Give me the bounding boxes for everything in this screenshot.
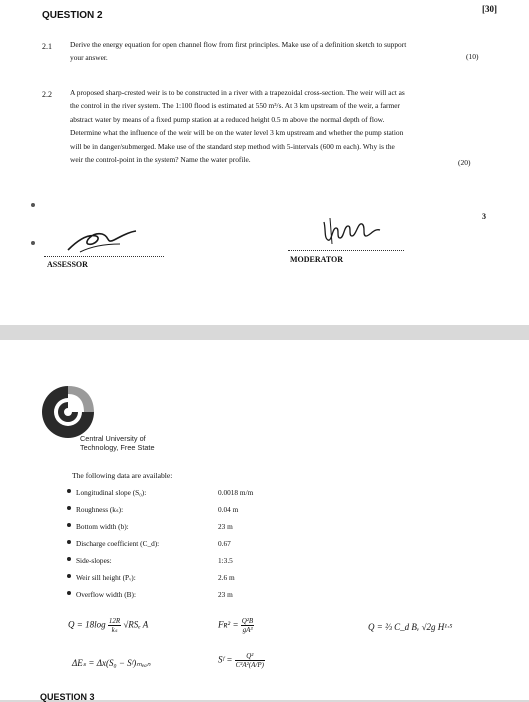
- q22-line: the control in the river system. The 1:100 flood is estimated at 550 m³/s. At 3 km upstream of the weir, a farmer: [70, 101, 400, 111]
- eq-text: √RSₑ A: [123, 619, 149, 630]
- q21-line: your answer.: [70, 53, 108, 63]
- next-question-heading: QUESTION 3: [40, 692, 95, 702]
- q21-marks: (10): [466, 52, 479, 61]
- equation-froude: [218, 617, 254, 634]
- page-number: 3: [482, 212, 486, 221]
- data-item: [76, 573, 296, 582]
- q21-number: 2.1: [42, 42, 52, 51]
- data-label: Bottom width (b):: [76, 522, 129, 531]
- q21-line: Derive the energy equation for open channel flow from first principles. Make use of a definition sketch to support: [70, 40, 407, 49]
- eq-text: Sᶠ =: [218, 654, 233, 665]
- data-value: 23 m: [218, 590, 233, 599]
- eq-denominator: C²A²(A/P): [235, 661, 264, 669]
- equation-energy-step: ΔEₛ = Δx(S₀ − Sᶠ)ₘₑₐₙ: [72, 658, 151, 668]
- data-item: [76, 505, 296, 514]
- moderator-signature: [318, 214, 388, 248]
- q22-line: will be in danger/submerged. Make use of the standard step method with 5-intervals (600 m each). Why is the: [70, 141, 395, 151]
- bullet: [67, 489, 71, 493]
- eq-numerator: 12R: [108, 617, 121, 625]
- data-label: Longitudinal slope (S₀):: [76, 488, 147, 497]
- q22-line: abstract water by means of a fixed pump station at a reduced height 0.5 m above the normal depth of flow.: [70, 114, 385, 124]
- eq-fraction: [241, 617, 254, 634]
- moderator-label: MODERATOR: [290, 255, 344, 264]
- total-marks: [30]: [482, 4, 497, 14]
- eq-text: Fʀ² =: [218, 619, 239, 630]
- equation-weir: Q = ⅔ C_d Bᵥ √2g H¹·⁵: [368, 622, 453, 632]
- eq-denominator: gA³: [242, 626, 253, 634]
- data-label: Side-slopes:: [76, 556, 112, 565]
- bullet: [67, 574, 71, 578]
- data-value: 1:3.5: [218, 556, 233, 565]
- university-logo: [38, 382, 98, 442]
- data-item: [76, 590, 296, 599]
- data-label: Weir sill height (Pᵥ):: [76, 573, 136, 582]
- data-label: Overflow width (B):: [76, 590, 136, 599]
- q22-line: A proposed sharp-crested weir is to be constructed in a river with a trapezoidal cross-section. The weir will act as: [70, 88, 405, 97]
- scan-mark: [31, 241, 35, 245]
- equation-discharge: [68, 617, 148, 634]
- data-intro: The following data are available:: [72, 471, 173, 480]
- logo-text: [80, 434, 155, 452]
- eq-numerator: Q²B: [241, 617, 254, 625]
- q21-text: [70, 38, 488, 65]
- data-value: 0.0018 m/m: [218, 488, 254, 497]
- data-value: 2.6 m: [218, 573, 235, 582]
- data-value: 23 m: [218, 522, 233, 531]
- question-heading: QUESTION 2: [42, 10, 103, 21]
- q22-text: [70, 86, 488, 166]
- q22-number: 2.2: [42, 90, 52, 99]
- data-value: 0.04 m: [218, 505, 239, 514]
- eq-denominator: kₛ: [111, 626, 118, 634]
- assessor-line: [44, 256, 164, 257]
- eq-text: Q = 18log: [68, 619, 106, 630]
- bullet: [67, 523, 71, 527]
- equation-friction-slope: [218, 652, 265, 669]
- q22-line: weir the control-point in the system? Name the water profile.: [70, 155, 251, 165]
- data-page: [0, 340, 529, 700]
- data-item: [76, 539, 296, 548]
- q22-line: Determine what the influence of the weir will be on the water level 3 km upstream and whether the pump station: [70, 128, 404, 138]
- bullet: [67, 591, 71, 595]
- data-item: [76, 488, 296, 497]
- bullet: [67, 506, 71, 510]
- question-page: [0, 0, 529, 325]
- data-label: Discharge coefficient (C_d):: [76, 539, 160, 548]
- data-item: [76, 556, 296, 565]
- eq-fraction: [235, 652, 265, 669]
- data-value: 0.67: [218, 539, 231, 548]
- assessor-label: ASSESSOR: [47, 260, 88, 269]
- moderator-line: [288, 250, 404, 251]
- q22-marks: (20): [458, 158, 471, 167]
- bullet: [67, 540, 71, 544]
- assessor-signature: [58, 222, 148, 258]
- logo-text-line: Central University of: [80, 434, 146, 443]
- eq-numerator: Q²: [235, 652, 265, 661]
- bullet: [67, 557, 71, 561]
- eq-fraction: [108, 617, 121, 634]
- logo-text-line: Technology, Free State: [80, 443, 155, 452]
- data-item: [76, 522, 296, 531]
- data-label: Roughness (kₛ):: [76, 505, 124, 514]
- scan-mark: [31, 203, 35, 207]
